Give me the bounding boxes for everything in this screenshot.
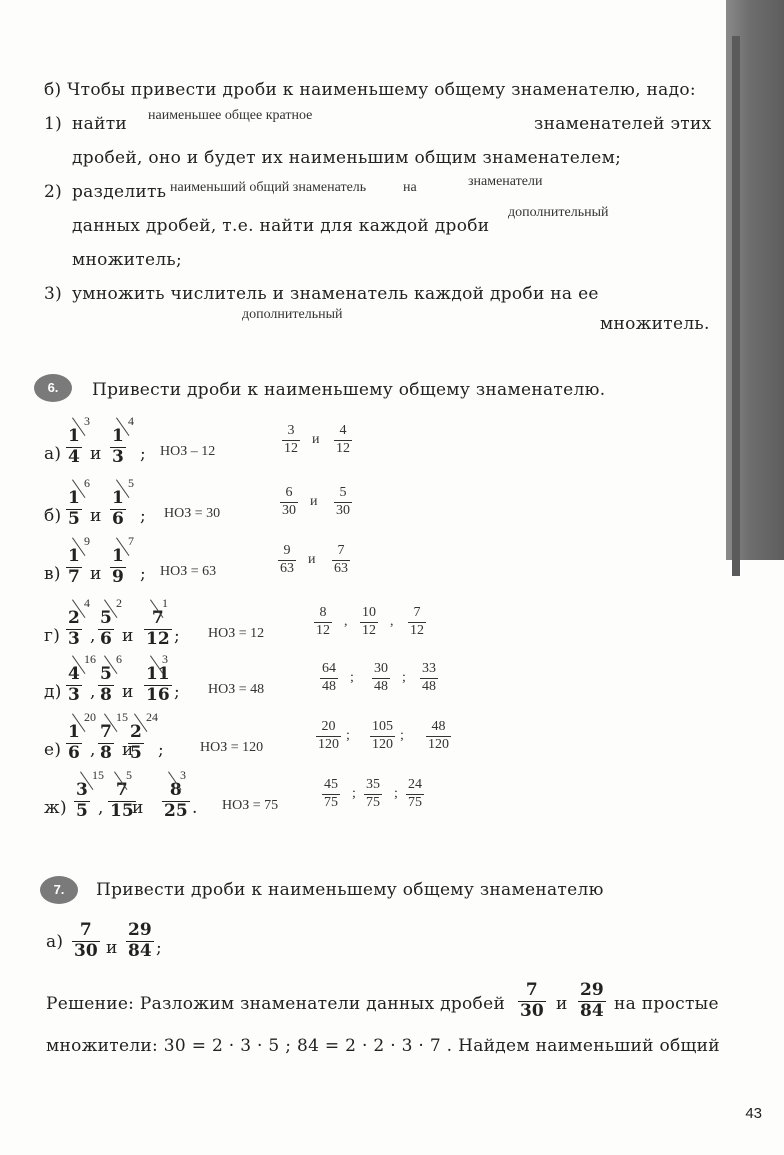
task6-separator: и bbox=[122, 626, 134, 646]
task6-end-mark: ; bbox=[140, 506, 147, 526]
task6-row-label: е) bbox=[44, 740, 62, 760]
task6-fraction: $\frac{7}{8}$ bbox=[100, 722, 112, 763]
step1-text-c: дробей, оно и будет их наименьшим общим знаменателем; bbox=[72, 148, 622, 168]
step3-answer: дополнительный bbox=[242, 307, 343, 322]
step3-text-a: умножить числитель и знаменатель каждой дроби на ее bbox=[72, 284, 599, 304]
task6-badge: 6. bbox=[34, 374, 72, 402]
task7-solution-c: множители: 30 = 2 · 3 · 5 ; 84 = 2 · 2 · 3 · 7 . Найдем наименьший общий bbox=[46, 1036, 720, 1056]
task6-answer-separator: ; bbox=[402, 670, 406, 685]
task6-answer-fraction: $\frac{30}{48}$ bbox=[374, 661, 388, 694]
task6-answer-separator: ; bbox=[394, 786, 398, 801]
task7-solution-fraction-1: $\frac{7}{30}$ bbox=[520, 980, 544, 1021]
task6-noz: НОЗ = 12 bbox=[208, 626, 265, 641]
task7-fraction-1: $\frac{7}{30}$ bbox=[74, 920, 98, 961]
task7-a-label: а) bbox=[46, 932, 64, 952]
task6-fraction: $\frac{1}{7}$ bbox=[68, 546, 80, 587]
task6-answer-fraction: $\frac{33}{48}$ bbox=[422, 661, 436, 694]
task6-fraction: $\frac{2}{5}$ bbox=[130, 722, 142, 763]
task6-separator: , bbox=[98, 798, 104, 818]
task6-answer-fraction: $\frac{24}{75}$ bbox=[408, 777, 422, 810]
task6-fraction: $\frac{8}{25}$ bbox=[164, 780, 188, 821]
task6-separator: и bbox=[90, 444, 102, 464]
step2-na: на bbox=[403, 180, 417, 195]
task6-row-label: ж) bbox=[44, 798, 67, 818]
step1-number: 1) bbox=[44, 114, 63, 134]
step2-answer-2: знаменатели bbox=[468, 174, 543, 189]
task6-noz: НОЗ = 120 bbox=[200, 740, 264, 755]
step2-text-a: разделить bbox=[72, 182, 167, 202]
task6-fraction: $\frac{5}{8}$ bbox=[100, 664, 112, 705]
task6-row-label: в) bbox=[44, 564, 61, 584]
task6-separator: и bbox=[90, 506, 102, 526]
page-number: 43 bbox=[745, 1105, 762, 1122]
task6-extra-factor: 16 bbox=[84, 652, 96, 666]
task6-answer-fraction: $\frac{3}{12}$ bbox=[284, 423, 298, 456]
task6-answer-fraction: $\frac{7}{63}$ bbox=[334, 543, 348, 576]
task6-extra-factor: 4 bbox=[84, 596, 90, 610]
task6-noz: НОЗ = 48 bbox=[208, 682, 265, 697]
task6-fraction: $\frac{1}{5}$ bbox=[68, 488, 80, 529]
step2-text-c: множитель; bbox=[72, 250, 183, 270]
task6-title: Привести дроби к наименьшему общему знаменателю. bbox=[92, 380, 606, 400]
task6-extra-factor: 20 bbox=[84, 710, 96, 724]
task6-answer-fraction: $\frac{45}{75}$ bbox=[324, 777, 338, 810]
task6-extra-factor: 1 bbox=[162, 596, 168, 610]
step2-answer-1: наименьший общий знаменатель bbox=[170, 180, 367, 195]
task6-end-mark: ; bbox=[174, 682, 181, 702]
task6-extra-factor: 2 bbox=[116, 596, 122, 610]
step1-answer: наименьшее общее кратное bbox=[148, 108, 313, 123]
task6-answer-separator: ; bbox=[400, 728, 404, 743]
task6-fraction: $\frac{1}{3}$ bbox=[112, 426, 124, 467]
task6-fraction: $\frac{7}{15}$ bbox=[110, 780, 134, 821]
task7-solution-and: и bbox=[556, 994, 568, 1014]
task6-answer-fraction: $\frac{7}{12}$ bbox=[410, 605, 424, 638]
task6-separator: и bbox=[90, 564, 102, 584]
task6-answer-fraction: $\frac{5}{30}$ bbox=[336, 485, 350, 518]
task6-end-mark: ; bbox=[140, 564, 147, 584]
task6-fraction: $\frac{11}{16}$ bbox=[146, 664, 170, 705]
rule-intro: б) Чтобы привести дроби к наименьшему общему знаменателю, надо: bbox=[44, 80, 696, 100]
task6-extra-factor: 5 bbox=[128, 476, 134, 490]
task6-extra-factor: 4 bbox=[128, 414, 134, 428]
task7-solution-b: на простые bbox=[614, 994, 719, 1014]
step3-number: 3) bbox=[44, 284, 63, 304]
step1-text-b: знаменателей этих bbox=[534, 114, 712, 134]
task6-end-mark: ; bbox=[174, 626, 181, 646]
task6-noz: НОЗ = 63 bbox=[160, 564, 217, 579]
task7-solution-fraction-2: $\frac{29}{84}$ bbox=[580, 980, 604, 1021]
task6-row-label: а) bbox=[44, 444, 62, 464]
task6-end-mark: ; bbox=[158, 740, 165, 760]
task7-badge: 7. bbox=[40, 876, 78, 904]
task6-fraction: $\frac{1}{9}$ bbox=[112, 546, 124, 587]
task6-answer-separator: , bbox=[344, 614, 348, 629]
task6-extra-factor: 5 bbox=[126, 768, 132, 782]
task6-noz: НОЗ – 12 bbox=[160, 444, 216, 459]
task7-semicolon: ; bbox=[156, 938, 163, 958]
task6-fraction: $\frac{1}{6}$ bbox=[112, 488, 124, 529]
task6-separator: , bbox=[90, 682, 96, 702]
task6-answer-separator: и bbox=[310, 494, 318, 509]
task6-separator: и bbox=[122, 682, 134, 702]
task6-noz: НОЗ = 30 bbox=[164, 506, 221, 521]
task6-fraction: $\frac{3}{5}$ bbox=[76, 780, 88, 821]
task6-separator: и bbox=[132, 798, 144, 818]
task6-answer-fraction: $\frac{64}{48}$ bbox=[322, 661, 336, 694]
task6-answer-fraction: $\frac{4}{12}$ bbox=[336, 423, 350, 456]
task6-answer-separator: и bbox=[308, 552, 316, 567]
page-edge-tab bbox=[732, 36, 740, 576]
task7-title: Привести дроби к наименьшему общему знаменателю bbox=[96, 880, 604, 900]
task6-separator: и bbox=[122, 740, 134, 760]
task6-row-label: б) bbox=[44, 506, 62, 526]
step1-text-a: найти bbox=[72, 114, 128, 134]
step2-answer-3: дополнительный bbox=[508, 205, 609, 220]
task6-answer-fraction: $\frac{8}{12}$ bbox=[316, 605, 330, 638]
task6-answer-fraction: $\frac{48}{120}$ bbox=[428, 719, 449, 752]
task6-fraction: $\frac{5}{6}$ bbox=[100, 608, 112, 649]
task6-answer-fraction: $\frac{105}{120}$ bbox=[372, 719, 393, 752]
task6-answer-separator: и bbox=[312, 432, 320, 447]
task6-extra-factor: 9 bbox=[84, 534, 90, 548]
task6-fraction: $\frac{1}{6}$ bbox=[68, 722, 80, 763]
task6-answer-fraction: $\frac{6}{30}$ bbox=[282, 485, 296, 518]
task7-fraction-2: $\frac{29}{84}$ bbox=[128, 920, 152, 961]
task6-extra-factor: 15 bbox=[116, 710, 128, 724]
task6-fraction: $\frac{7}{12}$ bbox=[146, 608, 170, 649]
task6-separator: , bbox=[90, 626, 96, 646]
task6-answer-separator: ; bbox=[346, 728, 350, 743]
task6-extra-factor: 3 bbox=[162, 652, 168, 666]
task6-noz: НОЗ = 75 bbox=[222, 798, 279, 813]
step2-number: 2) bbox=[44, 182, 63, 202]
task6-row-label: г) bbox=[44, 626, 61, 646]
task6-fraction: $\frac{2}{3}$ bbox=[68, 608, 80, 649]
task6-extra-factor: 3 bbox=[84, 414, 90, 428]
task6-separator: , bbox=[90, 740, 96, 760]
task6-extra-factor: 7 bbox=[128, 534, 134, 548]
task6-answer-fraction: $\frac{35}{75}$ bbox=[366, 777, 380, 810]
task6-extra-factor: 24 bbox=[146, 710, 158, 724]
task6-row-label: д) bbox=[44, 682, 62, 702]
task6-answer-fraction: $\frac{10}{12}$ bbox=[362, 605, 376, 638]
task6-extra-factor: 15 bbox=[92, 768, 104, 782]
step2-text-b: данных дробей, т.е. найти для каждой дроби bbox=[72, 216, 490, 236]
task6-extra-factor: 6 bbox=[84, 476, 90, 490]
task6-end-mark: . bbox=[192, 798, 198, 818]
task7-solution-a: Решение: Разложим знаменатели данных дробей bbox=[46, 994, 506, 1014]
task7-and: и bbox=[106, 938, 118, 958]
task6-answer-fraction: $\frac{20}{120}$ bbox=[318, 719, 339, 752]
step3-text-b: множитель. bbox=[600, 314, 710, 334]
task6-answer-separator: , bbox=[390, 614, 394, 629]
task6-end-mark: ; bbox=[140, 444, 147, 464]
task6-fraction: $\frac{4}{3}$ bbox=[68, 664, 80, 705]
task6-extra-factor: 3 bbox=[180, 768, 186, 782]
task6-extra-factor: 6 bbox=[116, 652, 122, 666]
task6-answer-separator: ; bbox=[352, 786, 356, 801]
task6-answer-fraction: $\frac{9}{63}$ bbox=[280, 543, 294, 576]
task6-fraction: $\frac{1}{4}$ bbox=[68, 426, 80, 467]
task6-answer-separator: ; bbox=[350, 670, 354, 685]
